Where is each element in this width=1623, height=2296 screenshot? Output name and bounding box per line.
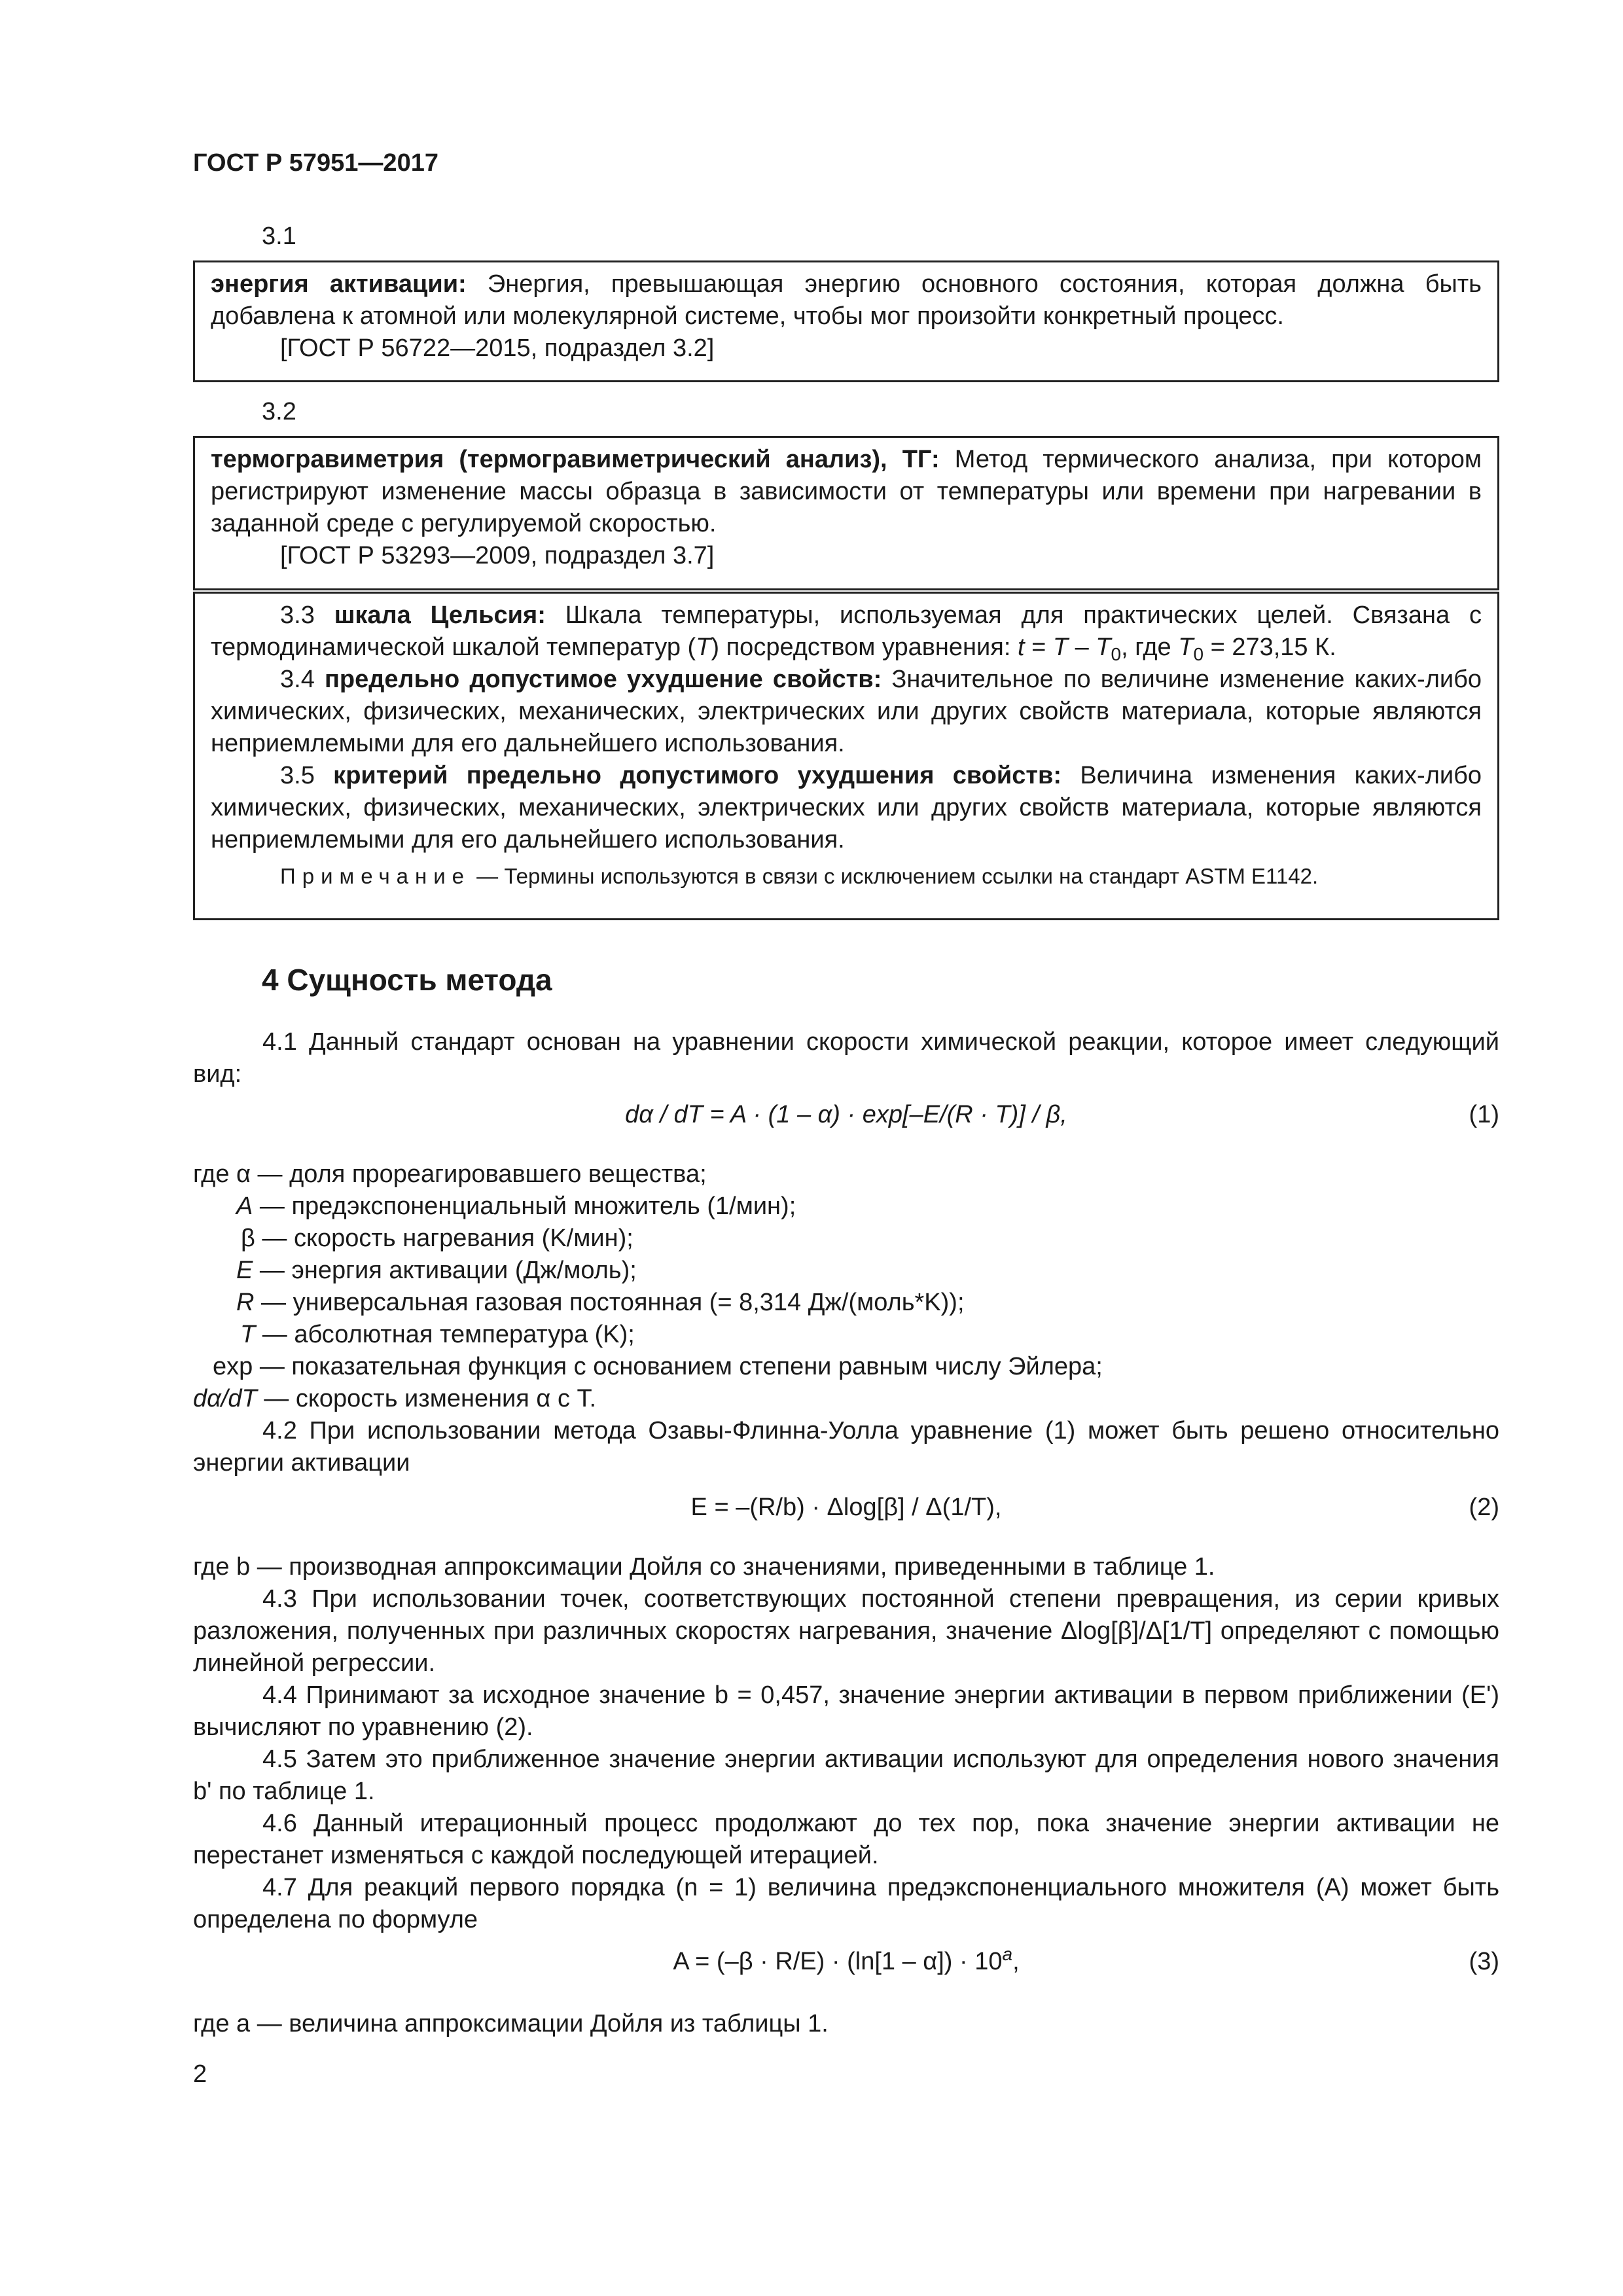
equation-1-body: dα / dT = A · (1 – α) · exp[–E/(R · T)] / β, bbox=[625, 1101, 1067, 1128]
term-reference-3-1: [ГОСТ Р 56722—2015, подраздел 3.2] bbox=[280, 334, 715, 362]
term-definition-3-3: 3.3 шкала Цельсия: Шкала температуры, используемая для практических целей. Связана с термодинамической шкалой температур (T) посредством уравнения: $t = T - T_0$, где $T_0 = 273,15$ К. bbox=[211, 601, 1482, 664]
term-title-3-3: шкала Цельсия: bbox=[334, 601, 546, 629]
paragraph-4-7: 4.7 Для реакций первого порядка (n = 1) величина предэкспоненциального множителя (A) может быть определена по формуле bbox=[193, 1874, 1499, 1933]
paragraph-4-2-where: где b — производная аппроксимации Дойля со значениями, приведенными в таблице 1. bbox=[193, 1553, 1215, 1581]
term-reference-3-2: [ГОСТ Р 53293—2009, подраздел 3.7] bbox=[280, 542, 715, 569]
term-definition-3-1: энергия активации: Энергия, превышающая энергию основного состояния, которая должна быть добавлена к атомной или молекулярной системе, чтобы мог произойти конкретный процесс. bbox=[211, 270, 1482, 330]
term-title-3-4: предельно допустимое ухудшение свойств: bbox=[324, 666, 882, 693]
term-title-3-5: критерий предельно допустимого ухудшения свойств: bbox=[333, 762, 1062, 789]
paragraph-4-3: 4.3 При использовании точек, соответствующих постоянной степени превращения, из серии кривых разложения, полученных при различных скоростях нагревания, значение Δlog[β]/Δ[1/T] определяют с помощью линейной регрессии. bbox=[193, 1585, 1499, 1677]
paragraph-4-5: 4.5 Затем это приближенное значение энергии активации используют для определения нового значения b' по таблице 1. bbox=[193, 1746, 1499, 1805]
term-number-3-1: 3.1 bbox=[262, 223, 296, 250]
term-definition-3-4: 3.4 предельно допустимое ухудшение свойств: Значительное по величине изменение каких-либо химических, физических, механических, электрических или других свойств материала, которые являются неприемлемыми для его дальнейшего использования. bbox=[211, 666, 1482, 757]
term-title-3-1: энергия активации: bbox=[211, 270, 467, 298]
paragraph-4-7-where: где a — величина аппроксимации Дойля из таблицы 1. bbox=[193, 2010, 829, 2037]
equation-2-body: E = –(R/b) · Δlog[β] / Δ(1/T), bbox=[690, 1494, 1002, 1521]
paragraph-4-1: 4.1 Данный стандарт основан на уравнении скорости химической реакции, которое имеет следующий вид: bbox=[193, 1028, 1499, 1088]
definition-item: β — скорость нагревания (K/мин); bbox=[241, 1225, 633, 1252]
term-note: Примечание — Термины используются в связи с исключением ссылки на стандарт ASTM E1142. bbox=[280, 864, 1319, 888]
term-box-3-3-3-5 bbox=[193, 592, 1499, 920]
definition-item: T — абсолютная температура (K); bbox=[240, 1321, 635, 1348]
term-box-3-1 bbox=[193, 260, 1499, 382]
equation-3-body: $A = (-\beta \cdot R/E) \cdot (\ln[1 - \alpha]) \cdot 10^a$, bbox=[673, 1944, 1020, 1975]
paragraph-4-4: 4.4 Принимают за исходное значение b = 0,457, значение энергии активации в первом приближении (E') вычисляют по уравнению (2). bbox=[193, 1681, 1499, 1741]
equation-3-number: (3) bbox=[1469, 1948, 1499, 1975]
equation-1-number: (1) bbox=[1469, 1101, 1499, 1128]
equation-2-number: (2) bbox=[1469, 1494, 1499, 1521]
definition-item: exp — показательная функция с основанием степени равным числу Эйлера; bbox=[213, 1353, 1103, 1380]
equation-1 bbox=[193, 1101, 1499, 1135]
definition-item: dα/dT — скорость изменения α с T. bbox=[193, 1385, 597, 1412]
definition-item: где α — доля прореагировавшего вещества; bbox=[193, 1160, 707, 1188]
document-header: ГОСТ Р 57951—2017 bbox=[193, 149, 438, 177]
equation-3 bbox=[193, 1944, 1499, 1982]
definition-item: A — предэкспоненциальный множитель (1/мин); bbox=[236, 1193, 796, 1220]
note-label: Примечание bbox=[280, 864, 471, 888]
definition-item: E — энергия активации (Дж/моль); bbox=[236, 1257, 637, 1284]
equation-2 bbox=[193, 1494, 1499, 1528]
paragraph-4-2: 4.2 При использовании метода Озавы-Флинна-Уолла уравнение (1) может быть решено относительно энергии активации bbox=[193, 1417, 1499, 1477]
term-number-3-2: 3.2 bbox=[262, 398, 296, 425]
term-box-3-2 bbox=[193, 436, 1499, 590]
symbol-definitions bbox=[193, 1158, 1499, 1415]
term-definition-3-5: 3.5 критерий предельно допустимого ухудшения свойств: Величина изменения каких-либо химических, физических, механических, электрических или других свойств материала, которые являются неприемлемыми для его дальнейшего использования. bbox=[211, 762, 1482, 853]
term-title-3-2: термогравиметрия (термогравиметрический анализ), ТГ: bbox=[211, 446, 940, 473]
definition-item: R — универсальная газовая постоянная (= 8,314 Дж/(моль*K)); bbox=[236, 1289, 965, 1316]
page-number: 2 bbox=[193, 2060, 207, 2088]
paragraph-4-6: 4.6 Данный итерационный процесс продолжают до тех пор, пока значение энергии активации не перестанет изменяться с каждой последующей итерацией. bbox=[193, 1810, 1499, 1869]
term-definition-3-2: термогравиметрия (термогравиметрический анализ), ТГ: Метод термического анализа, при котором регистрируют изменение массы образца в зависимости от температуры или времени при нагревании в заданной среде с регулируемой скоростью. bbox=[211, 446, 1482, 537]
section-4-title: 4 Сущность метода bbox=[262, 963, 552, 997]
